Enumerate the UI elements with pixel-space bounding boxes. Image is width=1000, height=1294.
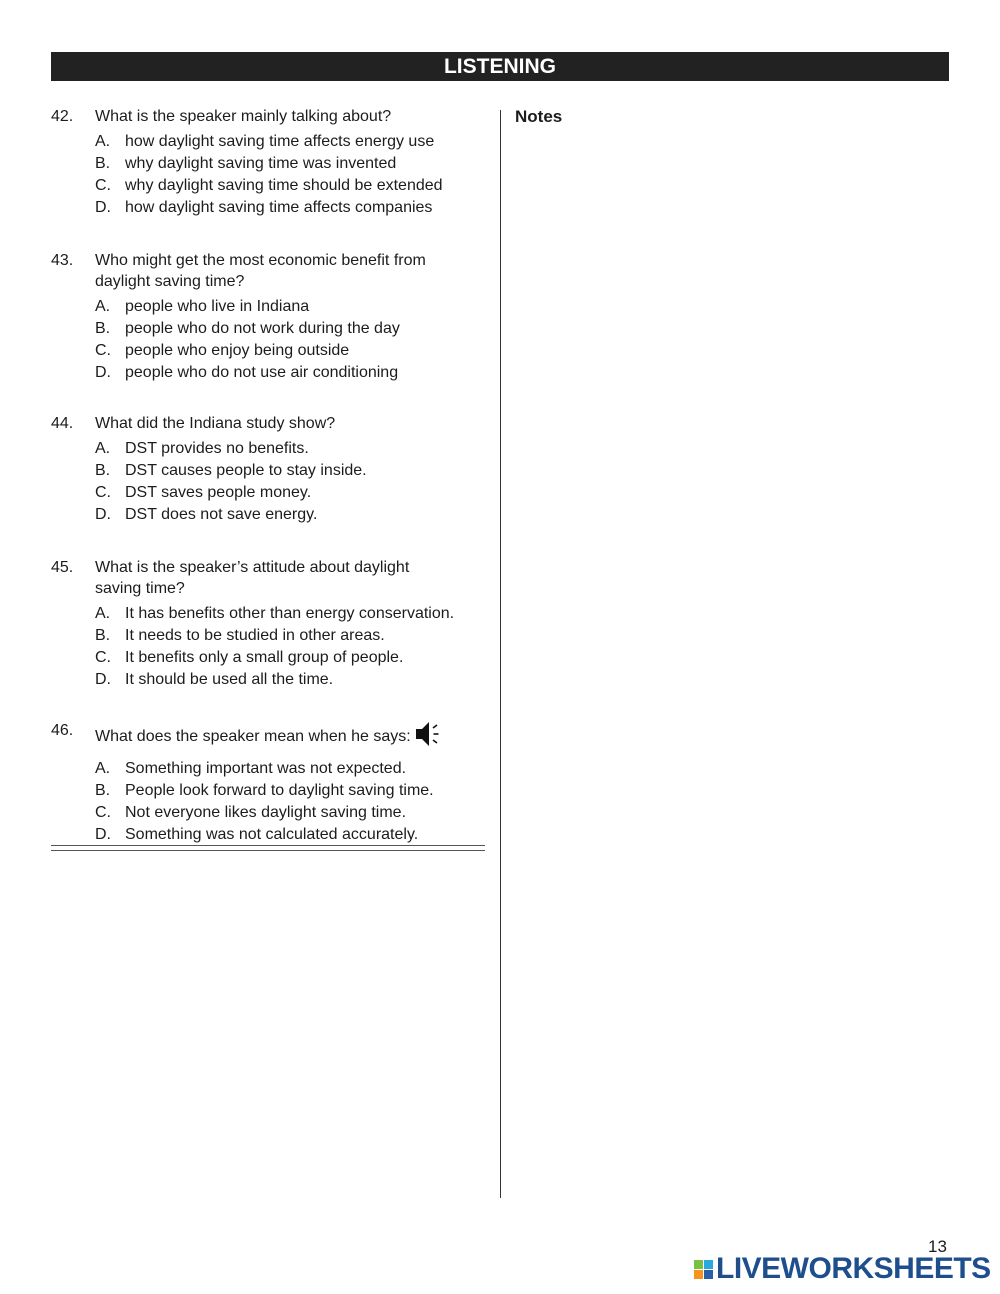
choice-text: Something was not calculated accurately. bbox=[125, 826, 419, 843]
answer-choice-c[interactable] bbox=[51, 340, 471, 362]
choice-letter: A. bbox=[95, 760, 111, 777]
choice-letter: B. bbox=[95, 782, 111, 799]
choice-letter: C. bbox=[95, 484, 111, 501]
answer-choice-a[interactable] bbox=[51, 296, 471, 318]
question-45 bbox=[51, 557, 471, 691]
choice-text: Not everyone likes daylight saving time. bbox=[125, 804, 407, 821]
column-divider bbox=[500, 110, 501, 1198]
brand-name: LIVEWORKSHEETS bbox=[716, 1252, 991, 1285]
choice-text: DST does not save energy. bbox=[125, 506, 318, 523]
choice-letter: A. bbox=[95, 440, 111, 457]
logo-blocks-icon bbox=[694, 1260, 713, 1279]
question-42 bbox=[51, 106, 471, 219]
question-number: 45. bbox=[51, 559, 74, 576]
question-text: Who might get the most economic benefit from daylight saving time? bbox=[95, 252, 426, 290]
question-43 bbox=[51, 250, 471, 384]
choice-text: people who do not work during the day bbox=[125, 320, 400, 337]
question-number: 43. bbox=[51, 252, 74, 269]
choice-letter: A. bbox=[95, 605, 111, 622]
choice-text: DST provides no benefits. bbox=[125, 440, 309, 457]
answer-choice-c[interactable] bbox=[51, 647, 471, 669]
answer-choice-d[interactable] bbox=[51, 197, 471, 219]
choice-text: how daylight saving time affects energy use bbox=[125, 133, 435, 150]
answer-choice-d[interactable] bbox=[51, 504, 471, 526]
choice-text: People look forward to daylight saving time. bbox=[125, 782, 434, 799]
answer-choice-a[interactable] bbox=[51, 131, 471, 153]
answer-choice-a[interactable] bbox=[51, 603, 471, 625]
choice-letter: C. bbox=[95, 804, 111, 821]
answer-choice-c[interactable] bbox=[51, 482, 471, 504]
choice-text: people who do not use air conditioning bbox=[125, 364, 399, 381]
choice-letter: D. bbox=[95, 671, 111, 688]
choice-text: Something important was not expected. bbox=[125, 760, 407, 777]
question-number: 44. bbox=[51, 415, 74, 432]
choice-text: It needs to be studied in other areas. bbox=[125, 627, 385, 644]
choice-letter: D. bbox=[95, 364, 111, 381]
answer-choice-a[interactable] bbox=[51, 438, 471, 460]
choice-letter: C. bbox=[95, 177, 111, 194]
choice-letter: C. bbox=[95, 649, 111, 666]
answer-choice-b[interactable] bbox=[51, 625, 471, 647]
answer-choice-b[interactable] bbox=[51, 318, 471, 340]
choice-letter: D. bbox=[95, 506, 111, 523]
choice-letter: B. bbox=[95, 462, 111, 479]
notes-heading: Notes bbox=[515, 107, 563, 126]
question-text: What did the Indiana study show? bbox=[95, 415, 336, 432]
answer-choice-a[interactable] bbox=[51, 758, 471, 780]
logo-block bbox=[694, 1260, 703, 1269]
question-number: 42. bbox=[51, 108, 74, 125]
question-46 bbox=[51, 720, 471, 846]
choice-text: It has benefits other than energy conservation. bbox=[125, 605, 455, 622]
choice-letter: D. bbox=[95, 199, 111, 216]
page-number: 13 bbox=[928, 1237, 947, 1256]
choice-letter: B. bbox=[95, 155, 111, 172]
answer-choice-b[interactable] bbox=[51, 153, 471, 175]
section-end-rule bbox=[51, 845, 485, 851]
choice-text: people who live in Indiana bbox=[125, 298, 310, 315]
choice-text: It should be used all the time. bbox=[125, 671, 334, 688]
choice-letter: A. bbox=[95, 133, 111, 150]
question-number: 46. bbox=[51, 722, 74, 739]
logo-block bbox=[704, 1260, 713, 1269]
question-44 bbox=[51, 413, 471, 526]
logo-block bbox=[694, 1270, 703, 1279]
speaker-audio-icon[interactable] bbox=[415, 720, 441, 754]
choice-text: why daylight saving time should be extended bbox=[125, 177, 443, 194]
answer-choice-d[interactable] bbox=[51, 824, 471, 846]
answer-choice-b[interactable] bbox=[51, 460, 471, 482]
choice-text: why daylight saving time was invented bbox=[125, 155, 397, 172]
answer-choice-d[interactable] bbox=[51, 362, 471, 384]
choice-letter: B. bbox=[95, 320, 111, 337]
choice-letter: C. bbox=[95, 342, 111, 359]
choice-text: people who enjoy being outside bbox=[125, 342, 350, 359]
liveworksheets-logo bbox=[694, 1254, 991, 1284]
answer-choice-b[interactable] bbox=[51, 780, 471, 802]
section-header: LISTENING bbox=[51, 52, 949, 81]
question-text: What is the speaker’s attitude about daylight saving time? bbox=[95, 559, 410, 597]
question-text: What does the speaker mean when he says: bbox=[95, 728, 411, 746]
choice-text: It benefits only a small group of people. bbox=[125, 649, 404, 666]
choice-letter: D. bbox=[95, 826, 111, 843]
choice-text: DST saves people money. bbox=[125, 484, 312, 501]
question-text: What is the speaker mainly talking about? bbox=[95, 108, 392, 125]
choice-text: DST causes people to stay inside. bbox=[125, 462, 367, 479]
answer-choice-d[interactable] bbox=[51, 669, 471, 691]
choice-letter: A. bbox=[95, 298, 111, 315]
choice-text: how daylight saving time affects companies bbox=[125, 199, 433, 216]
answer-choice-c[interactable] bbox=[51, 802, 471, 824]
logo-block bbox=[704, 1270, 713, 1279]
answer-choice-c[interactable] bbox=[51, 175, 471, 197]
choice-letter: B. bbox=[95, 627, 111, 644]
